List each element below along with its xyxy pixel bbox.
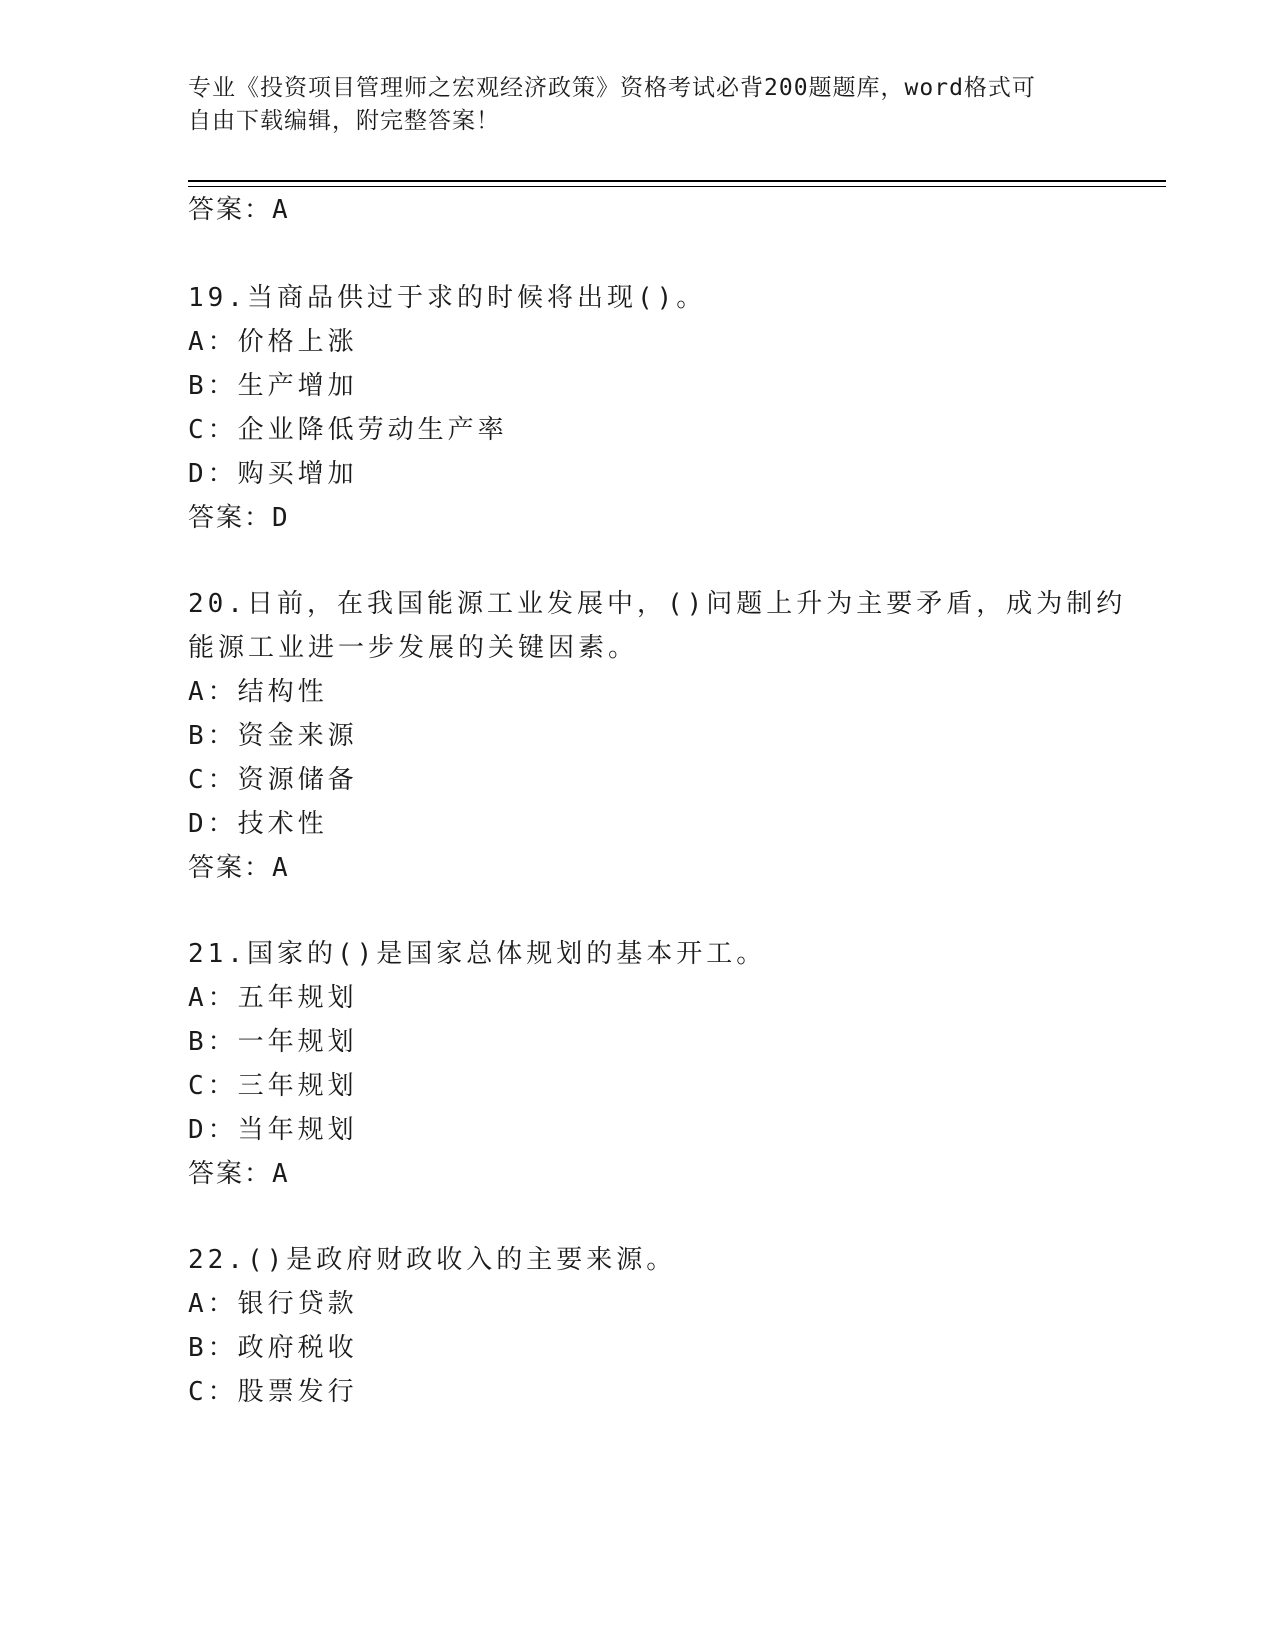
- answer-label: 答案：: [188, 853, 273, 883]
- question-21-stem: 21.国家的()是国家总体规划的基本开工。: [188, 939, 767, 969]
- question-22-option-b: B：政府税收: [188, 1333, 358, 1363]
- question-20-option-b: B：资金来源: [188, 721, 358, 751]
- question-20-stem-line-2: 能源工业进一步发展的关键因素。: [188, 633, 639, 663]
- question-19-option-d: D：购买增加: [188, 459, 358, 489]
- question-22-stem: 22.()是政府财政收入的主要来源。: [188, 1245, 677, 1275]
- question-20-answer: [188, 848, 290, 888]
- header-line-1: 专业《投资项目管理师之宏观经济政策》资格考试必背200题题库，word格式可: [188, 75, 1036, 101]
- header-line-2: 自由下载编辑，附完整答案！: [188, 108, 500, 134]
- question-21-option-d: D：当年规划: [188, 1115, 358, 1145]
- question-22-option-a: A：银行贷款: [188, 1289, 358, 1319]
- previous-answer: [188, 190, 290, 230]
- question-20-stem-line-1: 20.日前，在我国能源工业发展中，()问题上升为主要矛盾，成为制约: [188, 589, 1127, 619]
- answer-value: A: [272, 1159, 290, 1189]
- question-20-option-d: D：技术性: [188, 809, 328, 839]
- header-divider-thin: [188, 186, 1166, 187]
- answer-value: A: [272, 853, 290, 883]
- question-19-option-a: A：价格上涨: [188, 327, 358, 357]
- answer-value: A: [272, 195, 290, 225]
- question-20-option-c: C：资源储备: [188, 765, 358, 795]
- question-21-option-c: C：三年规划: [188, 1071, 358, 1101]
- answer-label: 答案：: [188, 503, 273, 533]
- question-21-option-b: B：一年规划: [188, 1027, 358, 1057]
- question-19-stem: 19.当商品供过于求的时候将出现()。: [188, 283, 707, 313]
- question-20-option-a: A：结构性: [188, 677, 328, 707]
- answer-value: D: [272, 503, 290, 533]
- question-21-option-a: A：五年规划: [188, 983, 358, 1013]
- header-divider-thick: [188, 180, 1166, 182]
- question-21-answer: [188, 1154, 290, 1194]
- question-22-option-c: C：股票发行: [188, 1377, 358, 1407]
- document-header: [188, 72, 1088, 138]
- answer-label: 答案：: [188, 195, 273, 225]
- question-19-option-c: C：企业降低劳动生产率: [188, 415, 508, 445]
- question-19-option-b: B：生产增加: [188, 371, 358, 401]
- question-19-answer: [188, 498, 290, 538]
- answer-label: 答案：: [188, 1159, 273, 1189]
